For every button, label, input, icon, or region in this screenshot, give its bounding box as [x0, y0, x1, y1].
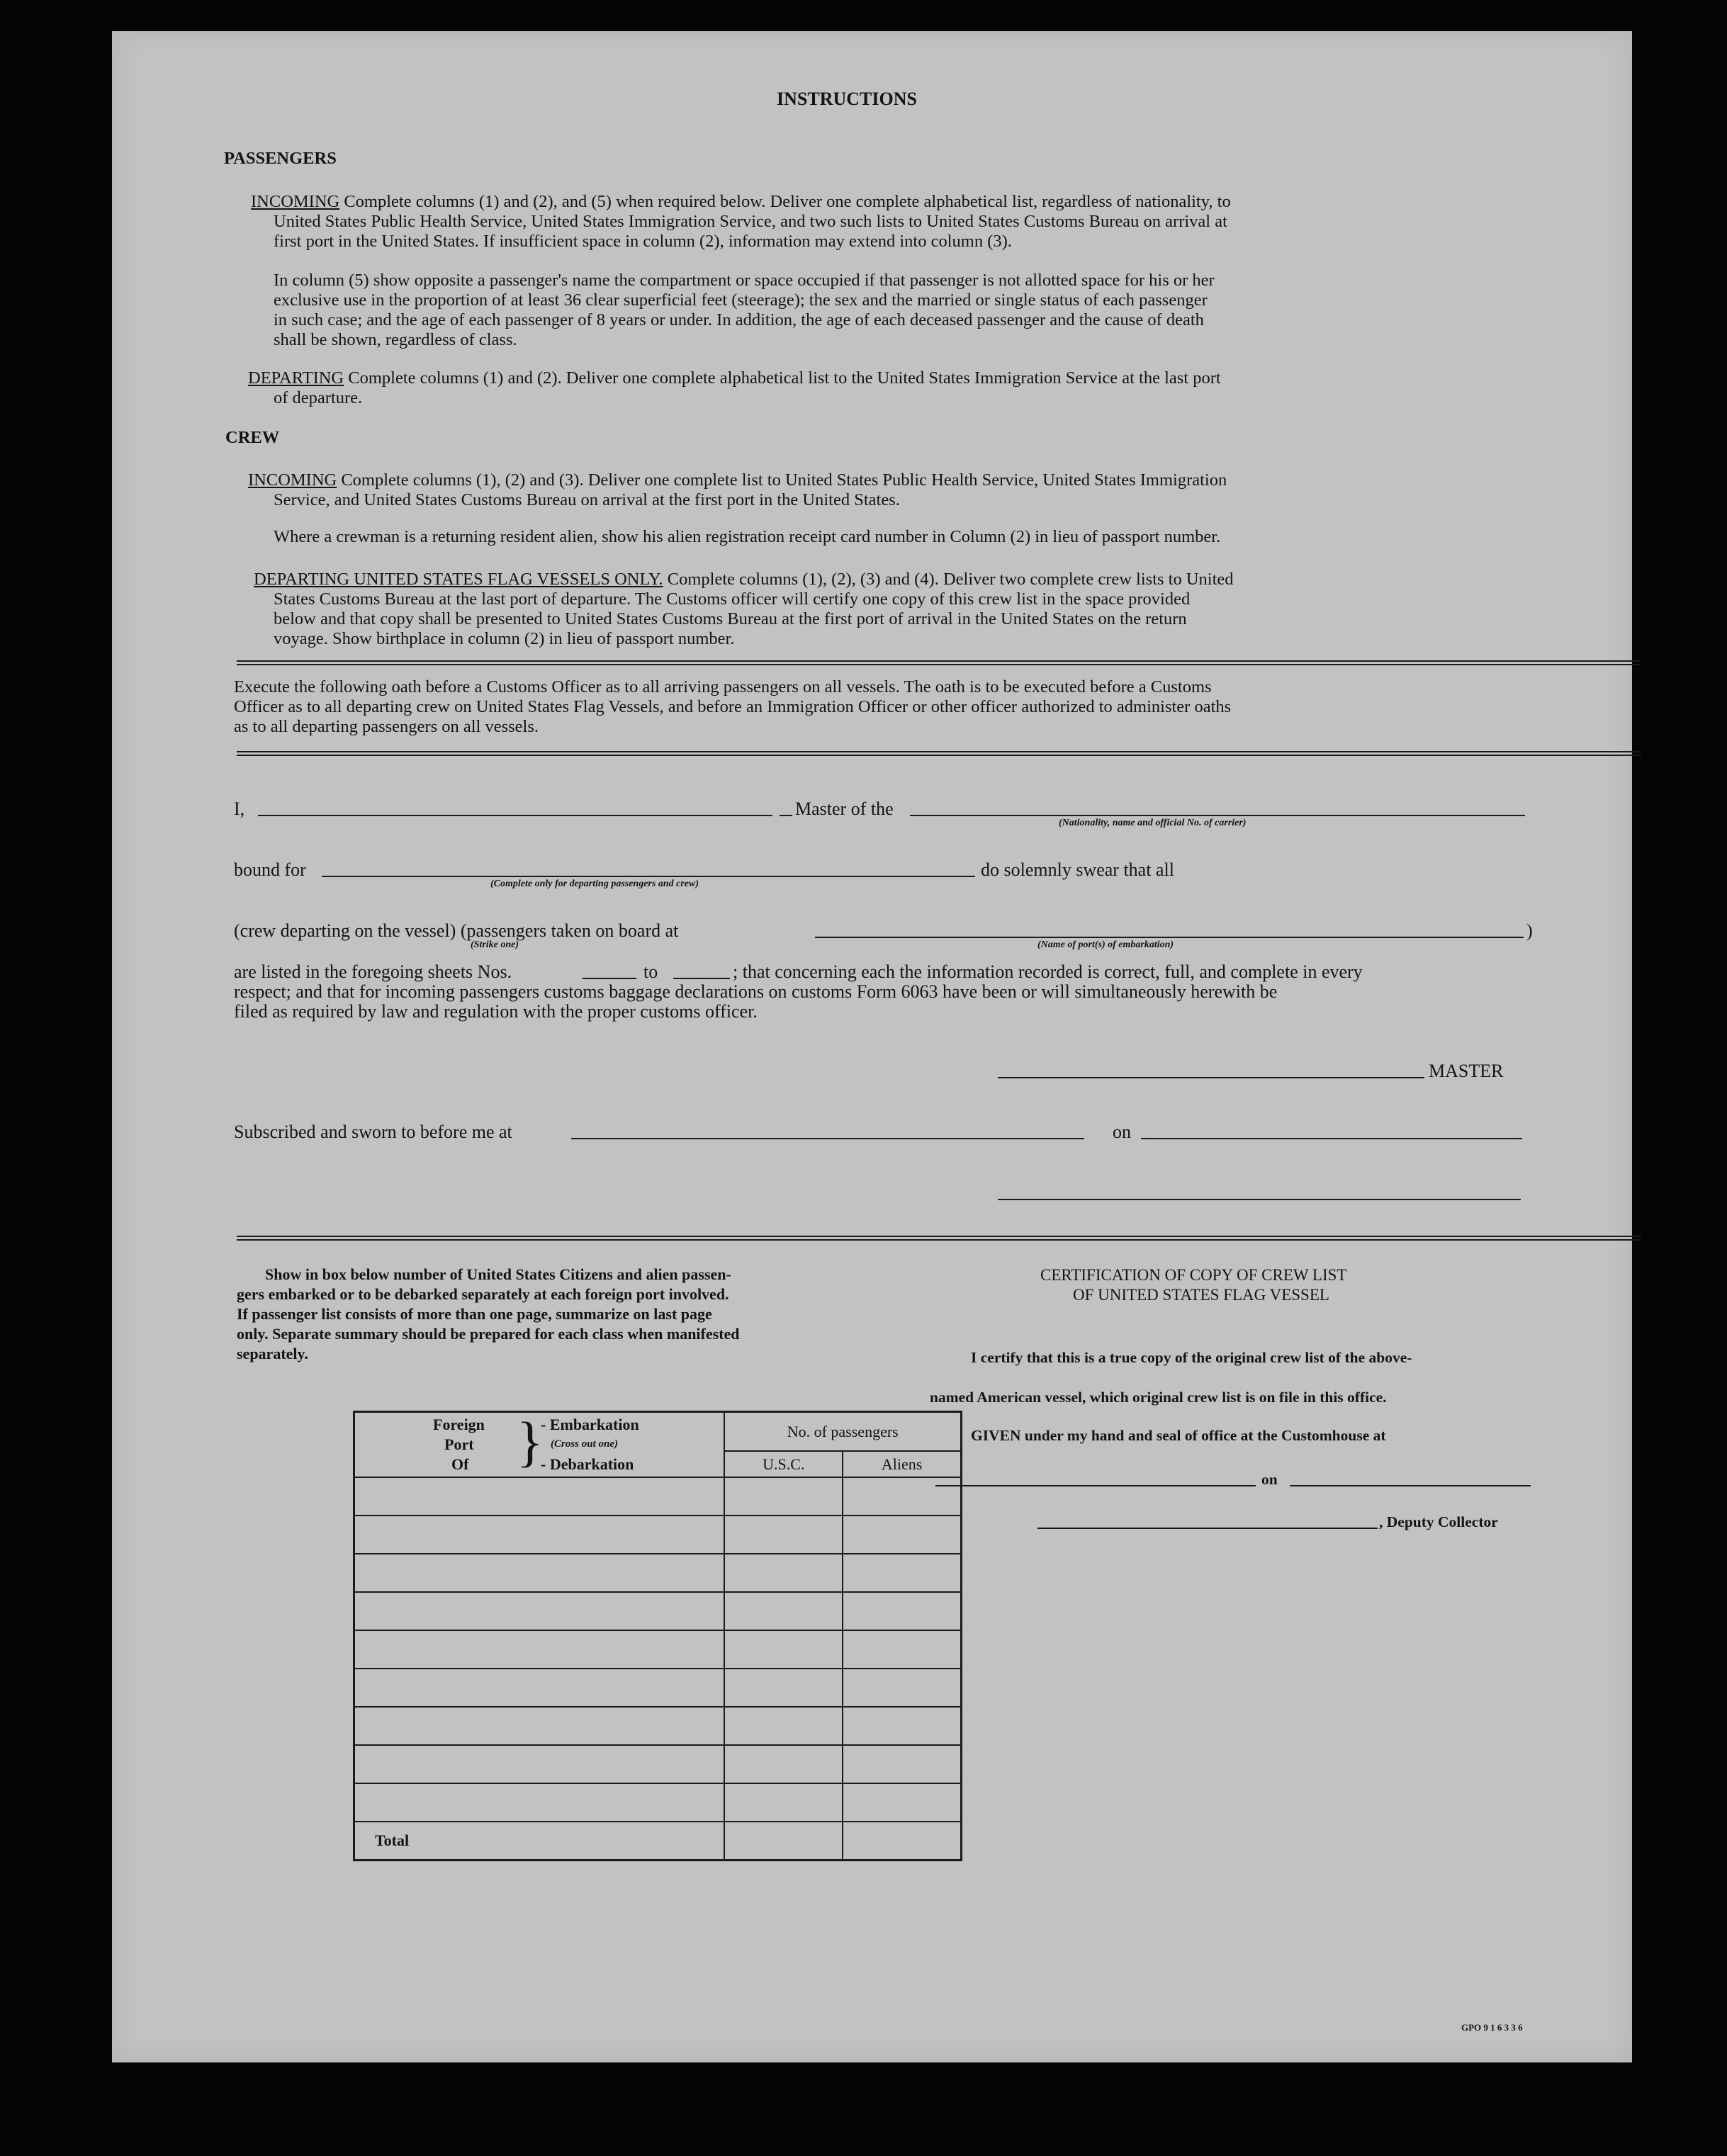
carrier-caption: (Nationality, name and official No. of carrier): [1059, 818, 1247, 828]
port-cell[interactable]: [354, 1783, 725, 1822]
usc-cell[interactable]: [724, 1554, 843, 1592]
crew-resident-line: Where a crewman is a returning resident alien, show his alien registration receipt card number in Column (2) in lieu of passport number.: [274, 527, 1221, 546]
usc-cell[interactable]: [724, 1516, 843, 1554]
table-row: [354, 1516, 962, 1554]
usc-cell[interactable]: [724, 1477, 843, 1516]
sworn-on-label: on: [1113, 1122, 1131, 1142]
usc-cell[interactable]: [724, 1630, 843, 1669]
usc-cell[interactable]: [724, 1669, 843, 1707]
aliens-header: Aliens: [843, 1451, 961, 1477]
total-usc-cell[interactable]: [724, 1822, 843, 1861]
close-paren: ): [1526, 920, 1533, 941]
incoming-label: INCOMING: [251, 192, 340, 211]
crew-incoming-label: INCOMING: [248, 470, 337, 490]
embarkation-port-field[interactable]: [815, 937, 1524, 938]
certification-line-2: named American vessel, which original crew list is on file in this office.: [930, 1389, 1387, 1406]
table-row: [354, 1554, 962, 1592]
no-of-passengers-header: No. of passengers: [724, 1412, 961, 1452]
master-signature-field[interactable]: [998, 1077, 1424, 1078]
sheet-to-field[interactable]: [673, 978, 730, 979]
certification-line-3: GIVEN under my hand and seal of office at the Customhouse at: [971, 1427, 1386, 1444]
listed-line-3: filed as required by law and regulation with the proper customs officer.: [234, 1001, 758, 1022]
port-cell[interactable]: [354, 1707, 725, 1745]
passengers-incoming-line-3: first port in the United States. If insufficient space in column (2), information may extend into column (3).: [274, 232, 1012, 251]
total-aliens-cell[interactable]: [843, 1822, 961, 1861]
listed-line-1: are listed in the foregoing sheets Nos.: [234, 961, 512, 982]
foreign-port-header: Foreign Port Of } - Embarkation (Cross out one) - Debarkation: [354, 1412, 725, 1478]
port-cell[interactable]: [354, 1669, 725, 1707]
bound-for-caption: (Complete only for departing passengers and crew): [490, 879, 699, 889]
summary-note-line-1: Show in box below number of United States Citizens and alien passen-: [265, 1265, 731, 1283]
aliens-cell[interactable]: [843, 1707, 961, 1745]
table-row: [354, 1669, 962, 1707]
gpo-code: GPO 9 1 6 3 3 6: [1461, 2022, 1523, 2033]
port-cell[interactable]: [354, 1554, 725, 1592]
crew-passengers-text: (crew departing on the vessel) (passengers taken on board at: [234, 920, 679, 941]
port-cell[interactable]: [354, 1745, 725, 1783]
aliens-cell[interactable]: [843, 1477, 961, 1516]
port-caption: (Name of port(s) of embarkation): [1037, 939, 1174, 950]
crew-departing-line-4: voyage. Show birthplace in column (2) in lieu of passport number.: [274, 629, 735, 648]
total-row: [354, 1822, 962, 1861]
officer-signature-field[interactable]: [998, 1199, 1521, 1200]
master-name-field-end: [780, 815, 792, 816]
form-page: [112, 31, 1632, 2062]
departing-label: DEPARTING: [248, 368, 344, 388]
oath-notice-line-1: Execute the following oath before a Customs Officer as to all arriving passengers on all vessels. The oath is to be executed before a Customs: [234, 677, 1212, 696]
divider-3: [237, 1236, 1641, 1241]
certification-on-label: on: [1261, 1471, 1278, 1488]
passengers-departing-line-1: DEPARTING Complete columns (1) and (2). Deliver one complete alphabetical list to the United States Immigration Service at the last port: [248, 368, 1221, 388]
summary-note-line-4: only. Separate summary should be prepared for each class when manifested: [237, 1325, 740, 1343]
usc-cell[interactable]: [724, 1707, 843, 1745]
aliens-cell[interactable]: [843, 1516, 961, 1554]
port-cell[interactable]: [354, 1477, 725, 1516]
port-cell[interactable]: [354, 1516, 725, 1554]
table-row: [354, 1477, 962, 1516]
sheet-from-field[interactable]: [583, 978, 636, 979]
master-of-the-label: Master of the: [795, 798, 894, 819]
deputy-collector-signature[interactable]: [1037, 1528, 1378, 1529]
crew-incoming-line-1: INCOMING Complete columns (1), (2) and (3). Deliver one complete list to United States Public Health Service, United States Immigration: [248, 470, 1227, 490]
certification-date-field[interactable]: [1290, 1485, 1531, 1486]
oath-notice-line-3: as to all departing passengers on all vessels.: [234, 717, 539, 736]
bound-for-field[interactable]: [322, 876, 975, 877]
swear-text: do solemnly swear that all: [981, 859, 1174, 880]
bound-for-label: bound for: [234, 859, 306, 880]
listed-line-2: respect; and that for incoming passengers customs baggage declarations on customs Form 6063 have been or will simultaneously herewith be: [234, 981, 1278, 1002]
certification-title-2: OF UNITED STATES FLAG VESSEL: [1073, 1286, 1329, 1304]
crew-incoming-line-2: Service, and United States Customs Bureau on arrival at the first port in the United States.: [274, 490, 900, 509]
crew-departing-line-2: States Customs Bureau at the last port of departure. The Customs officer will certify one copy of this crew list in the space provided: [274, 589, 1191, 609]
table-row: [354, 1745, 962, 1783]
sworn-place-field[interactable]: [571, 1138, 1084, 1139]
aliens-cell[interactable]: [843, 1783, 961, 1822]
master-label: MASTER: [1429, 1061, 1504, 1081]
passengers-heading: PASSENGERS: [224, 149, 337, 168]
listed-line-1-rest: ; that concerning each the information recorded is correct, full, and complete in every: [733, 961, 1363, 982]
passengers-incoming-line-2: United States Public Health Service, United States Immigration Service, and two such lists to United States Customs Bureau on arrival at: [274, 212, 1227, 231]
subscribed-label: Subscribed and sworn to before me at: [234, 1122, 512, 1142]
crew-departing-line-1: DEPARTING UNITED STATES FLAG VESSELS ONLY. Complete columns (1), (2), (3) and (4). Deliver two complete crew lists to United: [254, 570, 1234, 589]
aliens-cell[interactable]: [843, 1630, 961, 1669]
summary-note-line-2: gers embarked or to be debarked separately at each foreign port involved.: [237, 1285, 729, 1303]
aliens-cell[interactable]: [843, 1745, 961, 1783]
aliens-cell[interactable]: [843, 1592, 961, 1630]
listed-to-label: to: [643, 961, 658, 982]
deputy-collector-label: , Deputy Collector: [1379, 1513, 1498, 1530]
table-row: [354, 1592, 962, 1630]
oath-i-label: I,: [234, 798, 245, 819]
table-row: [354, 1707, 962, 1745]
table-row: [354, 1630, 962, 1669]
summary-note-line-5: separately.: [237, 1345, 308, 1362]
column5-line-4: shall be shown, regardless of class.: [274, 330, 517, 349]
usc-cell[interactable]: [724, 1783, 843, 1822]
passenger-summary-table: [353, 1411, 962, 1861]
divider-1: [237, 660, 1641, 665]
crew-departing-label: DEPARTING UNITED STATES FLAG VESSELS ONLY.: [254, 570, 663, 589]
summary-note-line-3: If passenger list consists of more than one page, summarize on last page: [237, 1305, 712, 1323]
divider-2: [237, 751, 1641, 756]
total-label: Total: [354, 1822, 725, 1861]
port-cell[interactable]: [354, 1592, 725, 1630]
usc-cell[interactable]: [724, 1592, 843, 1630]
customhouse-field[interactable]: [935, 1485, 1256, 1486]
crew-departing-line-3: below and that copy shall be presented to United States Customs Bureau at the first port of arrival in the United States on the return: [274, 609, 1187, 628]
table-row: [354, 1783, 962, 1822]
aliens-cell[interactable]: [843, 1554, 961, 1592]
instructions-title: INSTRUCTIONS: [777, 89, 917, 109]
carrier-field[interactable]: [910, 815, 1525, 816]
sworn-date-field[interactable]: [1141, 1138, 1522, 1139]
column5-line-2: exclusive use in the proportion of at least 36 clear superficial feet (steerage); the sex and the married or single status of each passenger: [274, 290, 1208, 310]
strike-caption: (Strike one): [471, 939, 519, 950]
certification-title-1: CERTIFICATION OF COPY OF CREW LIST: [1040, 1266, 1347, 1284]
usc-cell[interactable]: [724, 1745, 843, 1783]
column5-line-3: in such case; and the age of each passenger of 8 years or under. In addition, the age of each deceased passenger and the cause of death: [274, 310, 1204, 329]
crew-heading: CREW: [225, 428, 280, 447]
passengers-departing-line-2: of departure.: [274, 388, 363, 407]
oath-notice-line-2: Officer as to all departing crew on United States Flag Vessels, and before an Immigration Officer or other officer authorized to administer oaths: [234, 697, 1232, 716]
aliens-cell[interactable]: [843, 1669, 961, 1707]
passengers-incoming-line-1: INCOMING Complete columns (1) and (2), and (5) when required below. Deliver one complete alphabetical list, regardless of nationality, to: [251, 192, 1231, 211]
column5-line-1: In column (5) show opposite a passenger's name the compartment or space occupied if that passenger is not allotted space for his or her: [274, 271, 1215, 290]
usc-header: U.S.C.: [724, 1451, 843, 1477]
certification-line-1: I certify that this is a true copy of the original crew list of the above-: [971, 1349, 1412, 1366]
port-cell[interactable]: [354, 1630, 725, 1669]
master-name-field[interactable]: [258, 815, 772, 816]
